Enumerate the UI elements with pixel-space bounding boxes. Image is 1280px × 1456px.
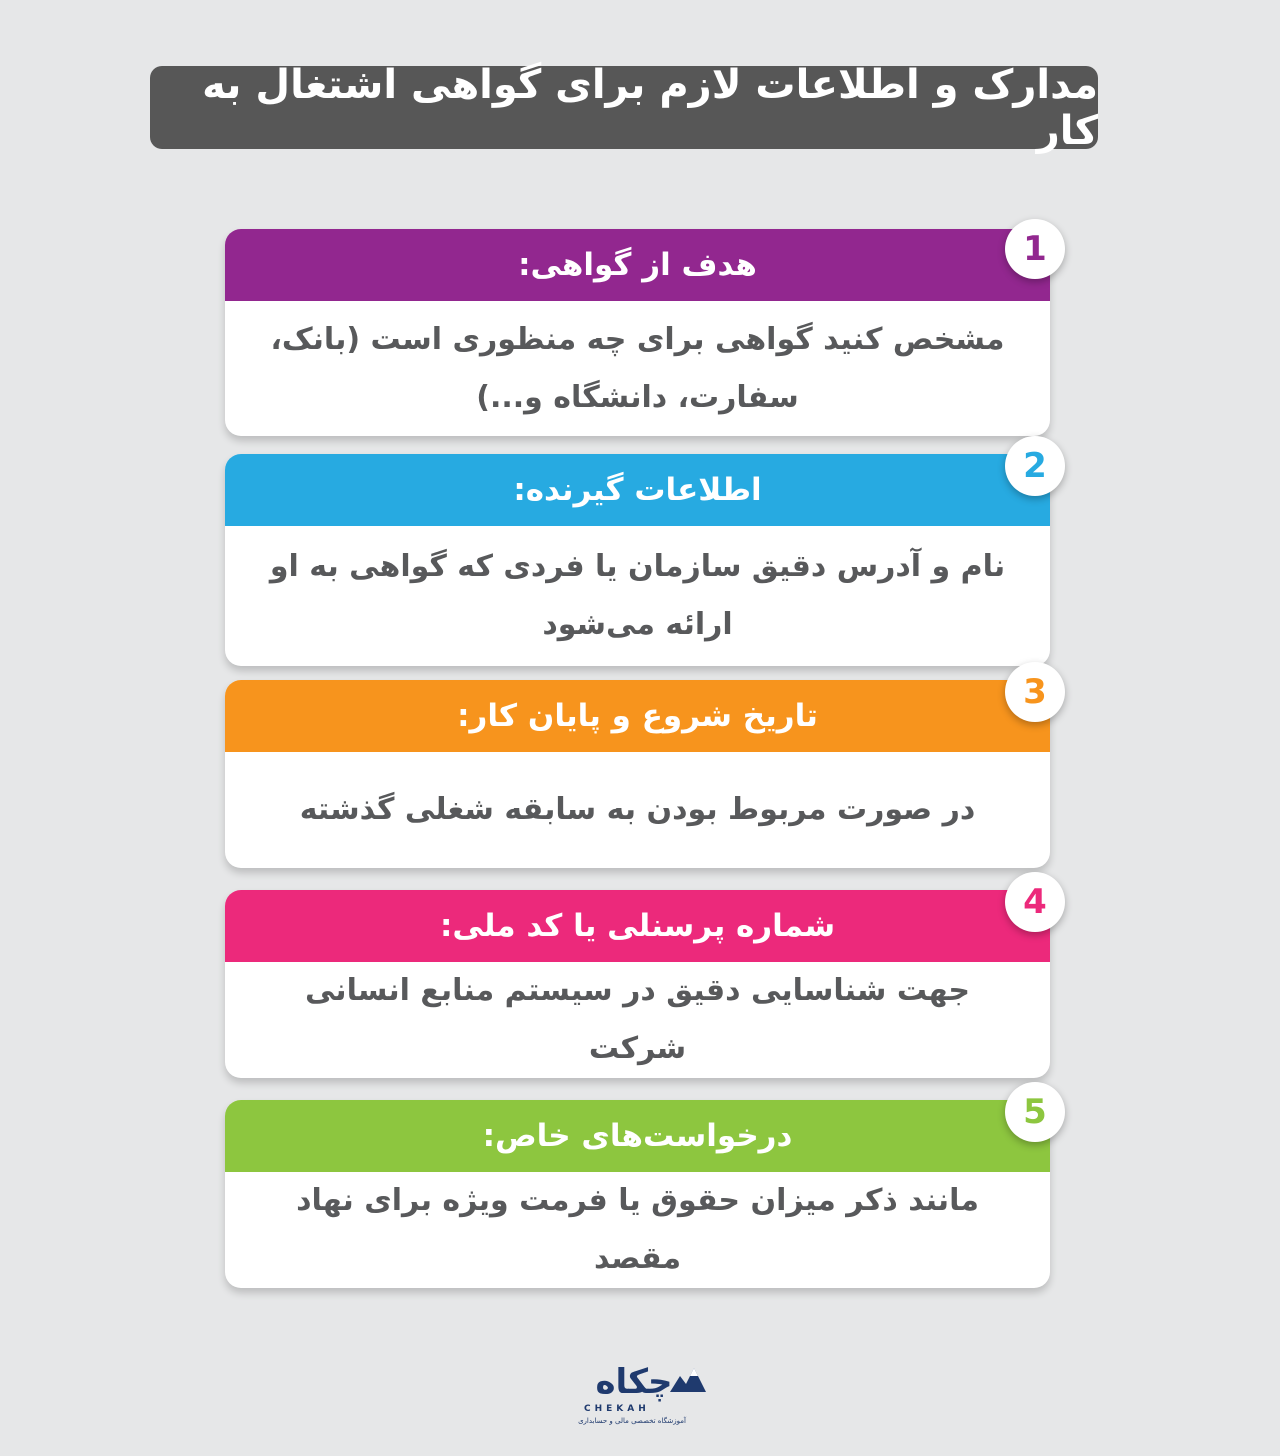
logo-wordmark: چکاه (595, 1362, 673, 1402)
number-badge-4: 4 (1005, 872, 1065, 932)
number-badge-3: 3 (1005, 662, 1065, 722)
card-body: مشخص کنید گواهی برای چه منظوری است (بانک، سفارت، دانشگاه و...) (270, 321, 1005, 415)
page-title: مدارک و اطلاعات لازم برای گواهی اشتغال به کار (150, 66, 1098, 149)
chekah-logo (572, 1362, 708, 1434)
card-heading: اطلاعات گیرنده: (225, 454, 1050, 526)
info-card-5 (225, 1100, 1050, 1288)
card-body: در صورت مربوط بودن به سابقه شغلی گذشته (299, 792, 976, 827)
info-card-1 (225, 229, 1050, 436)
logo-latin-text: CHEKAH (584, 1404, 650, 1414)
number-badge-5: 5 (1005, 1082, 1065, 1142)
card-body: مانند ذکر میزان حقوق یا فرمت ویژه برای نهاد مقصد (296, 1183, 979, 1276)
info-card-2 (225, 454, 1050, 666)
card-heading: تاریخ شروع و پایان کار: (225, 680, 1050, 752)
number-badge-1: 1 (1005, 219, 1065, 279)
card-body: جهت شناسایی دقیق در سیستم منابع انسانی شرکت (304, 973, 971, 1066)
card-body: نام و آدرس دقیق سازمان یا فردی که گواهی به او ارائه می‌شود (269, 549, 1006, 642)
info-card-4 (225, 890, 1050, 1078)
logo-tagline: آموزشگاه تخصصی مالی و حسابداری (578, 1417, 686, 1425)
card-heading: هدف از گواهی: (225, 229, 1050, 301)
number-badge-2: 2 (1005, 436, 1065, 496)
card-heading: شماره پرسنلی یا کد ملی: (225, 890, 1050, 962)
card-heading: درخواست‌های خاص: (225, 1100, 1050, 1172)
info-card-3 (225, 680, 1050, 868)
